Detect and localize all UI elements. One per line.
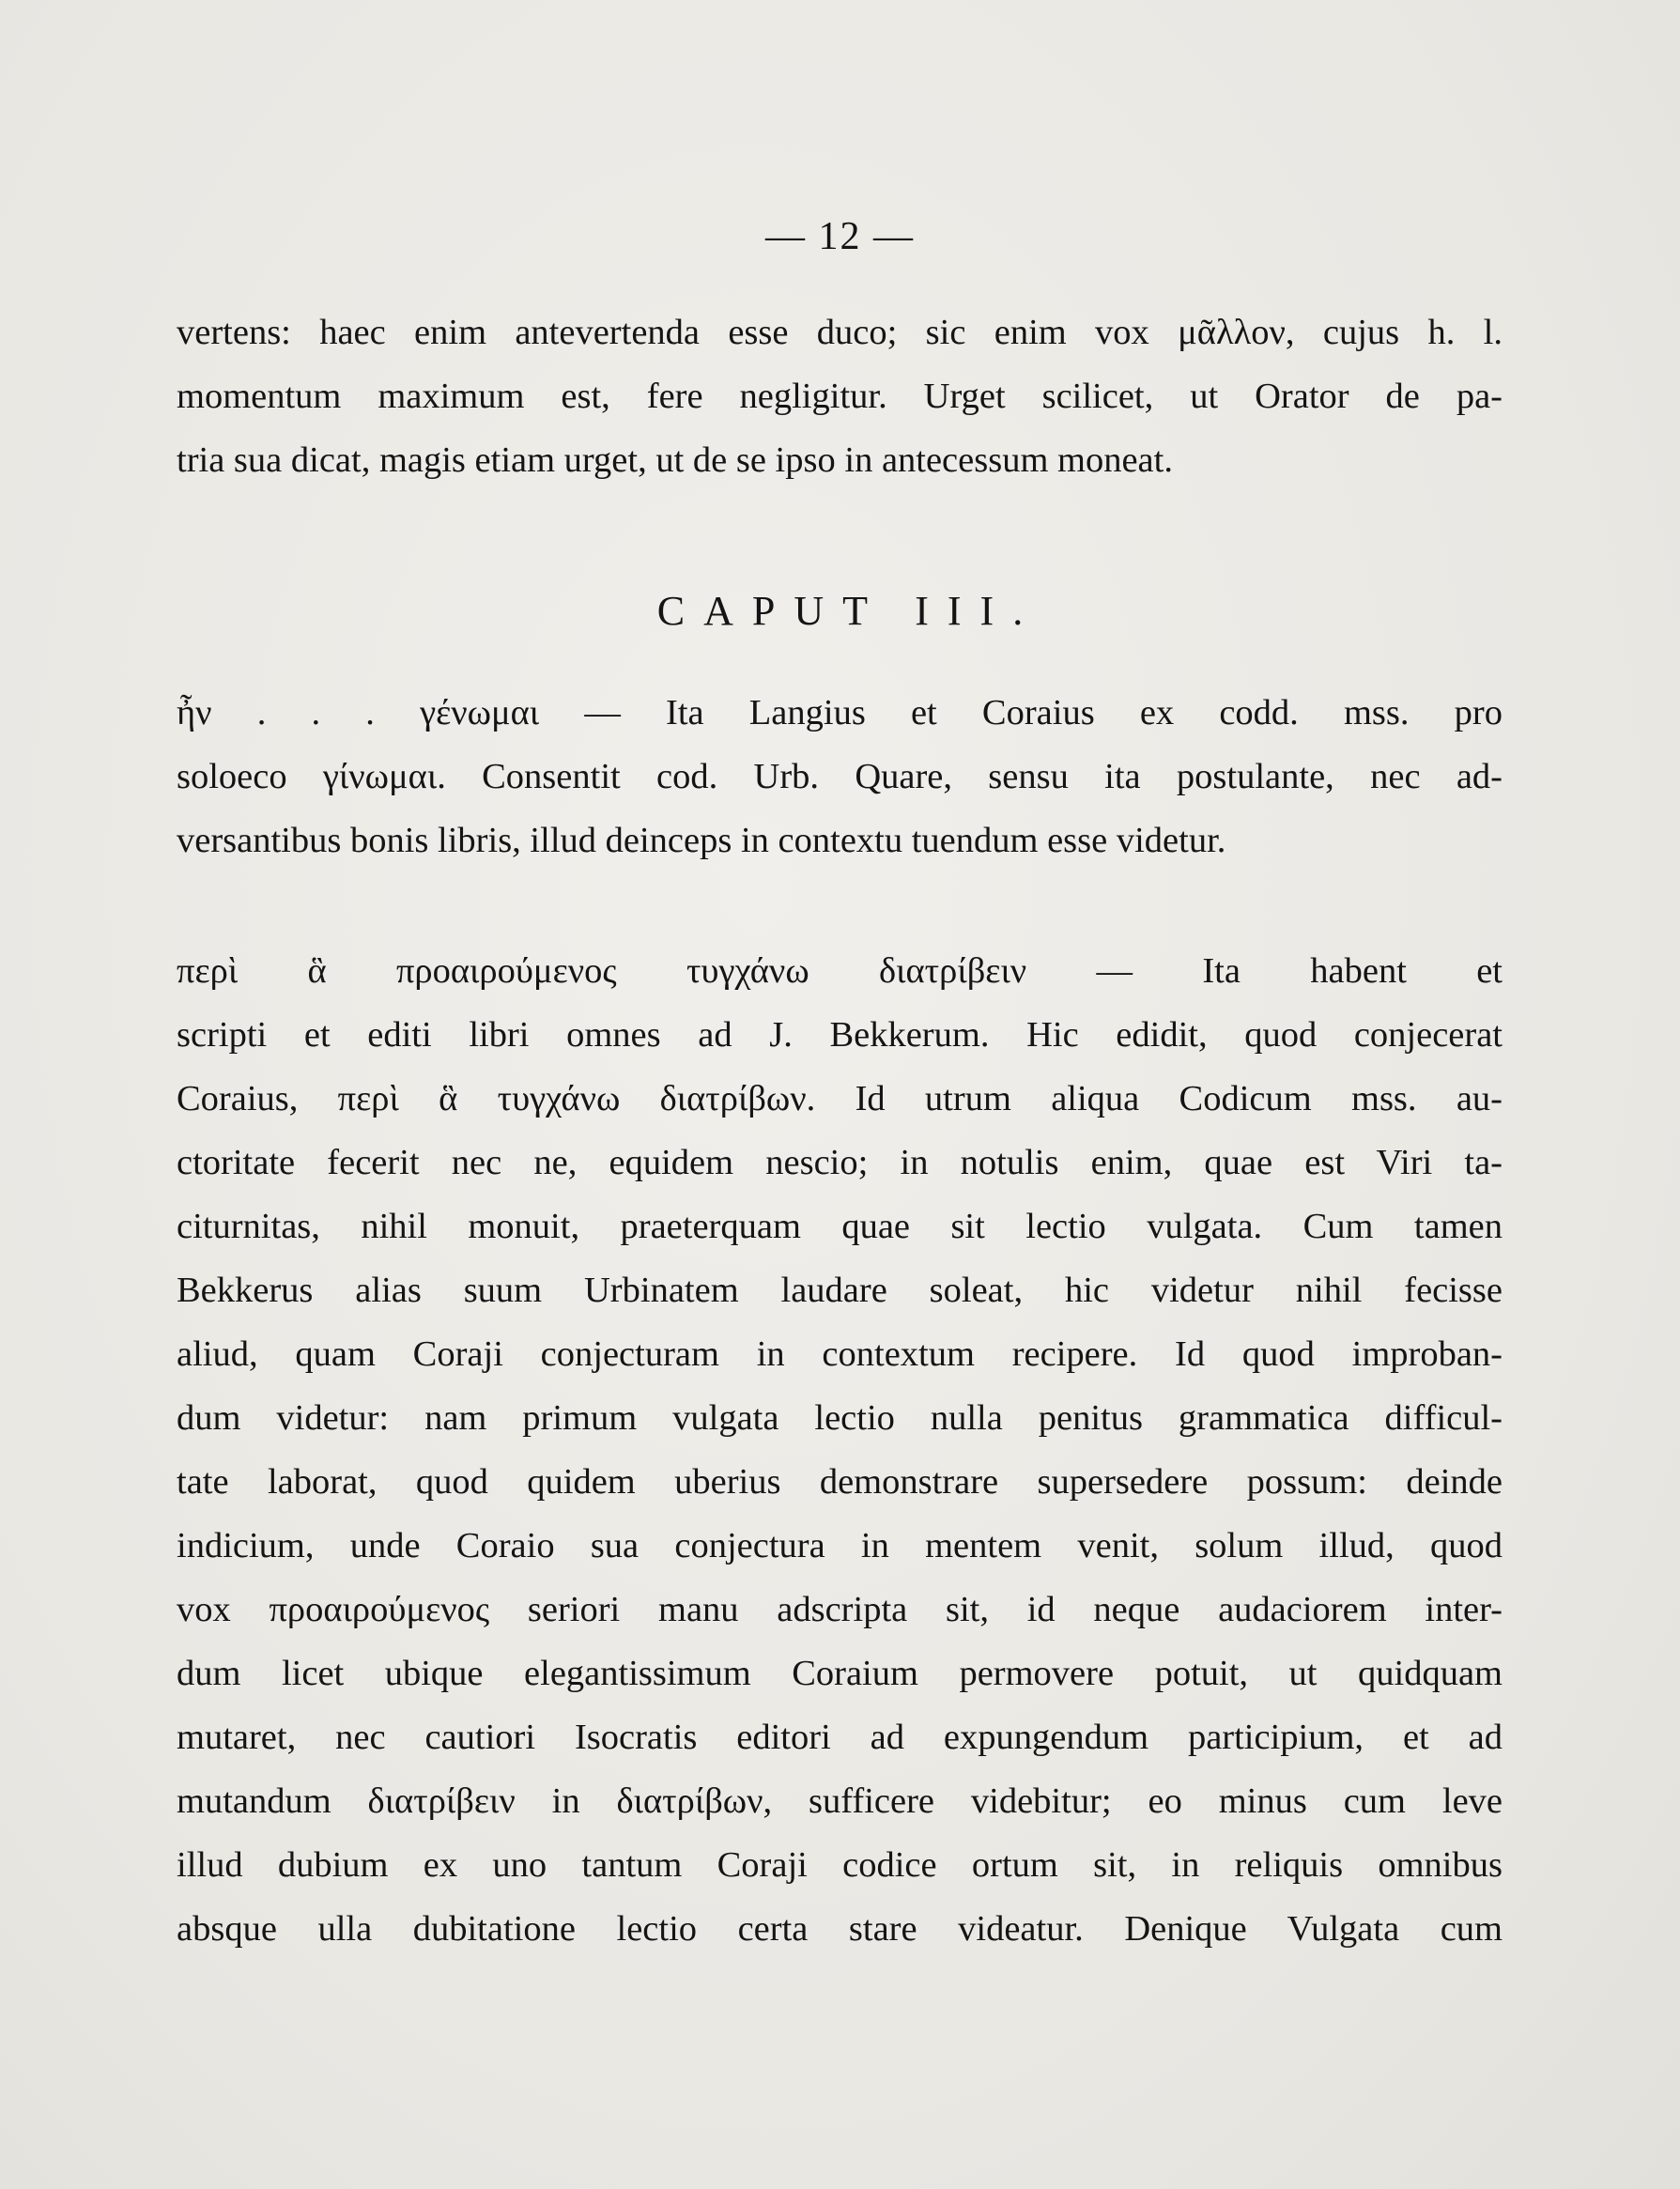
text-line: mutaret, nec cautiori Isocratis editori ad expungendum participium, et ad bbox=[177, 1718, 1503, 1757]
text-line: vertens: haec enim antevertenda esse duco; sic enim vox μᾶλλον, cujus h. l. bbox=[177, 313, 1503, 352]
page-number: — 12 — bbox=[765, 215, 915, 258]
text-line: dum videtur: nam primum vulgata lectio nulla penitus grammatica difficul- bbox=[177, 1398, 1503, 1438]
text-line: scripti et editi libri omnes ad J. Bekkerum. Hic edidit, quod conjecerat bbox=[177, 1015, 1503, 1055]
text-line: ἦν . . . γένωμαι — Ita Langius et Coraius ex codd. mss. pro bbox=[177, 693, 1503, 732]
text-line: dum licet ubique elegantissimum Coraium permovere potuit, ut quidquam bbox=[177, 1654, 1503, 1693]
text-line: illud dubium ex uno tantum Coraji codice ortum sit, in reliquis omnibus bbox=[177, 1845, 1503, 1885]
paragraph-lemma-2 bbox=[177, 939, 1503, 1961]
paragraph-lemma-1 bbox=[177, 681, 1503, 872]
text-line: tate laborat, quod quidem uberius demonstrare supersedere possum: deinde bbox=[177, 1462, 1503, 1502]
text-line: versantibus bonis libris, illud deinceps in contextu tuendum esse videtur. bbox=[177, 821, 1226, 860]
chapter-heading: CAPUT III. bbox=[656, 588, 1042, 634]
text-line: aliud, quam Coraji conjecturam in contextum recipere. Id quod improban- bbox=[177, 1334, 1503, 1374]
text-line: absque ulla dubitatione lectio certa stare videatur. Denique Vulgata cum bbox=[177, 1909, 1503, 1949]
text-line: περὶ ἃ προαιρούμενος τυγχάνω διατρίβειν — Ita habent et bbox=[177, 951, 1503, 991]
text-line: Coraius, περὶ ἃ τυγχάνω διατρίβων. Id utrum aliqua Codicum mss. au- bbox=[177, 1079, 1503, 1118]
text-line: Bekkerus alias suum Urbinatem laudare soleat, hic videtur nihil fecisse bbox=[177, 1271, 1503, 1310]
text-line: citurnitas, nihil monuit, praeterquam quae sit lectio vulgata. Cum tamen bbox=[177, 1207, 1503, 1246]
text-line: momentum maximum est, fere negligitur. Urget scilicet, ut Orator de pa- bbox=[177, 377, 1503, 416]
paragraph-continuation bbox=[177, 301, 1503, 492]
text-line: soloeco γίνωμαι. Consentit cod. Urb. Quare, sensu ita postulante, nec ad- bbox=[177, 757, 1503, 796]
text-line: tria sua dicat, magis etiam urget, ut de se ipso in antecessum moneat. bbox=[177, 440, 1173, 480]
text-line: indicium, unde Coraio sua conjectura in mentem venit, solum illud, quod bbox=[177, 1526, 1503, 1565]
text-line: vox προαιρούμενος seriori manu adscripta sit, id neque audaciorem inter- bbox=[177, 1590, 1503, 1629]
text-line: mutandum διατρίβειν in διατρίβων, sufficere videbitur; eo minus cum leve bbox=[177, 1781, 1503, 1821]
text-line: ctoritate fecerit nec ne, equidem nescio; in notulis enim, quae est Viri ta- bbox=[177, 1143, 1503, 1182]
